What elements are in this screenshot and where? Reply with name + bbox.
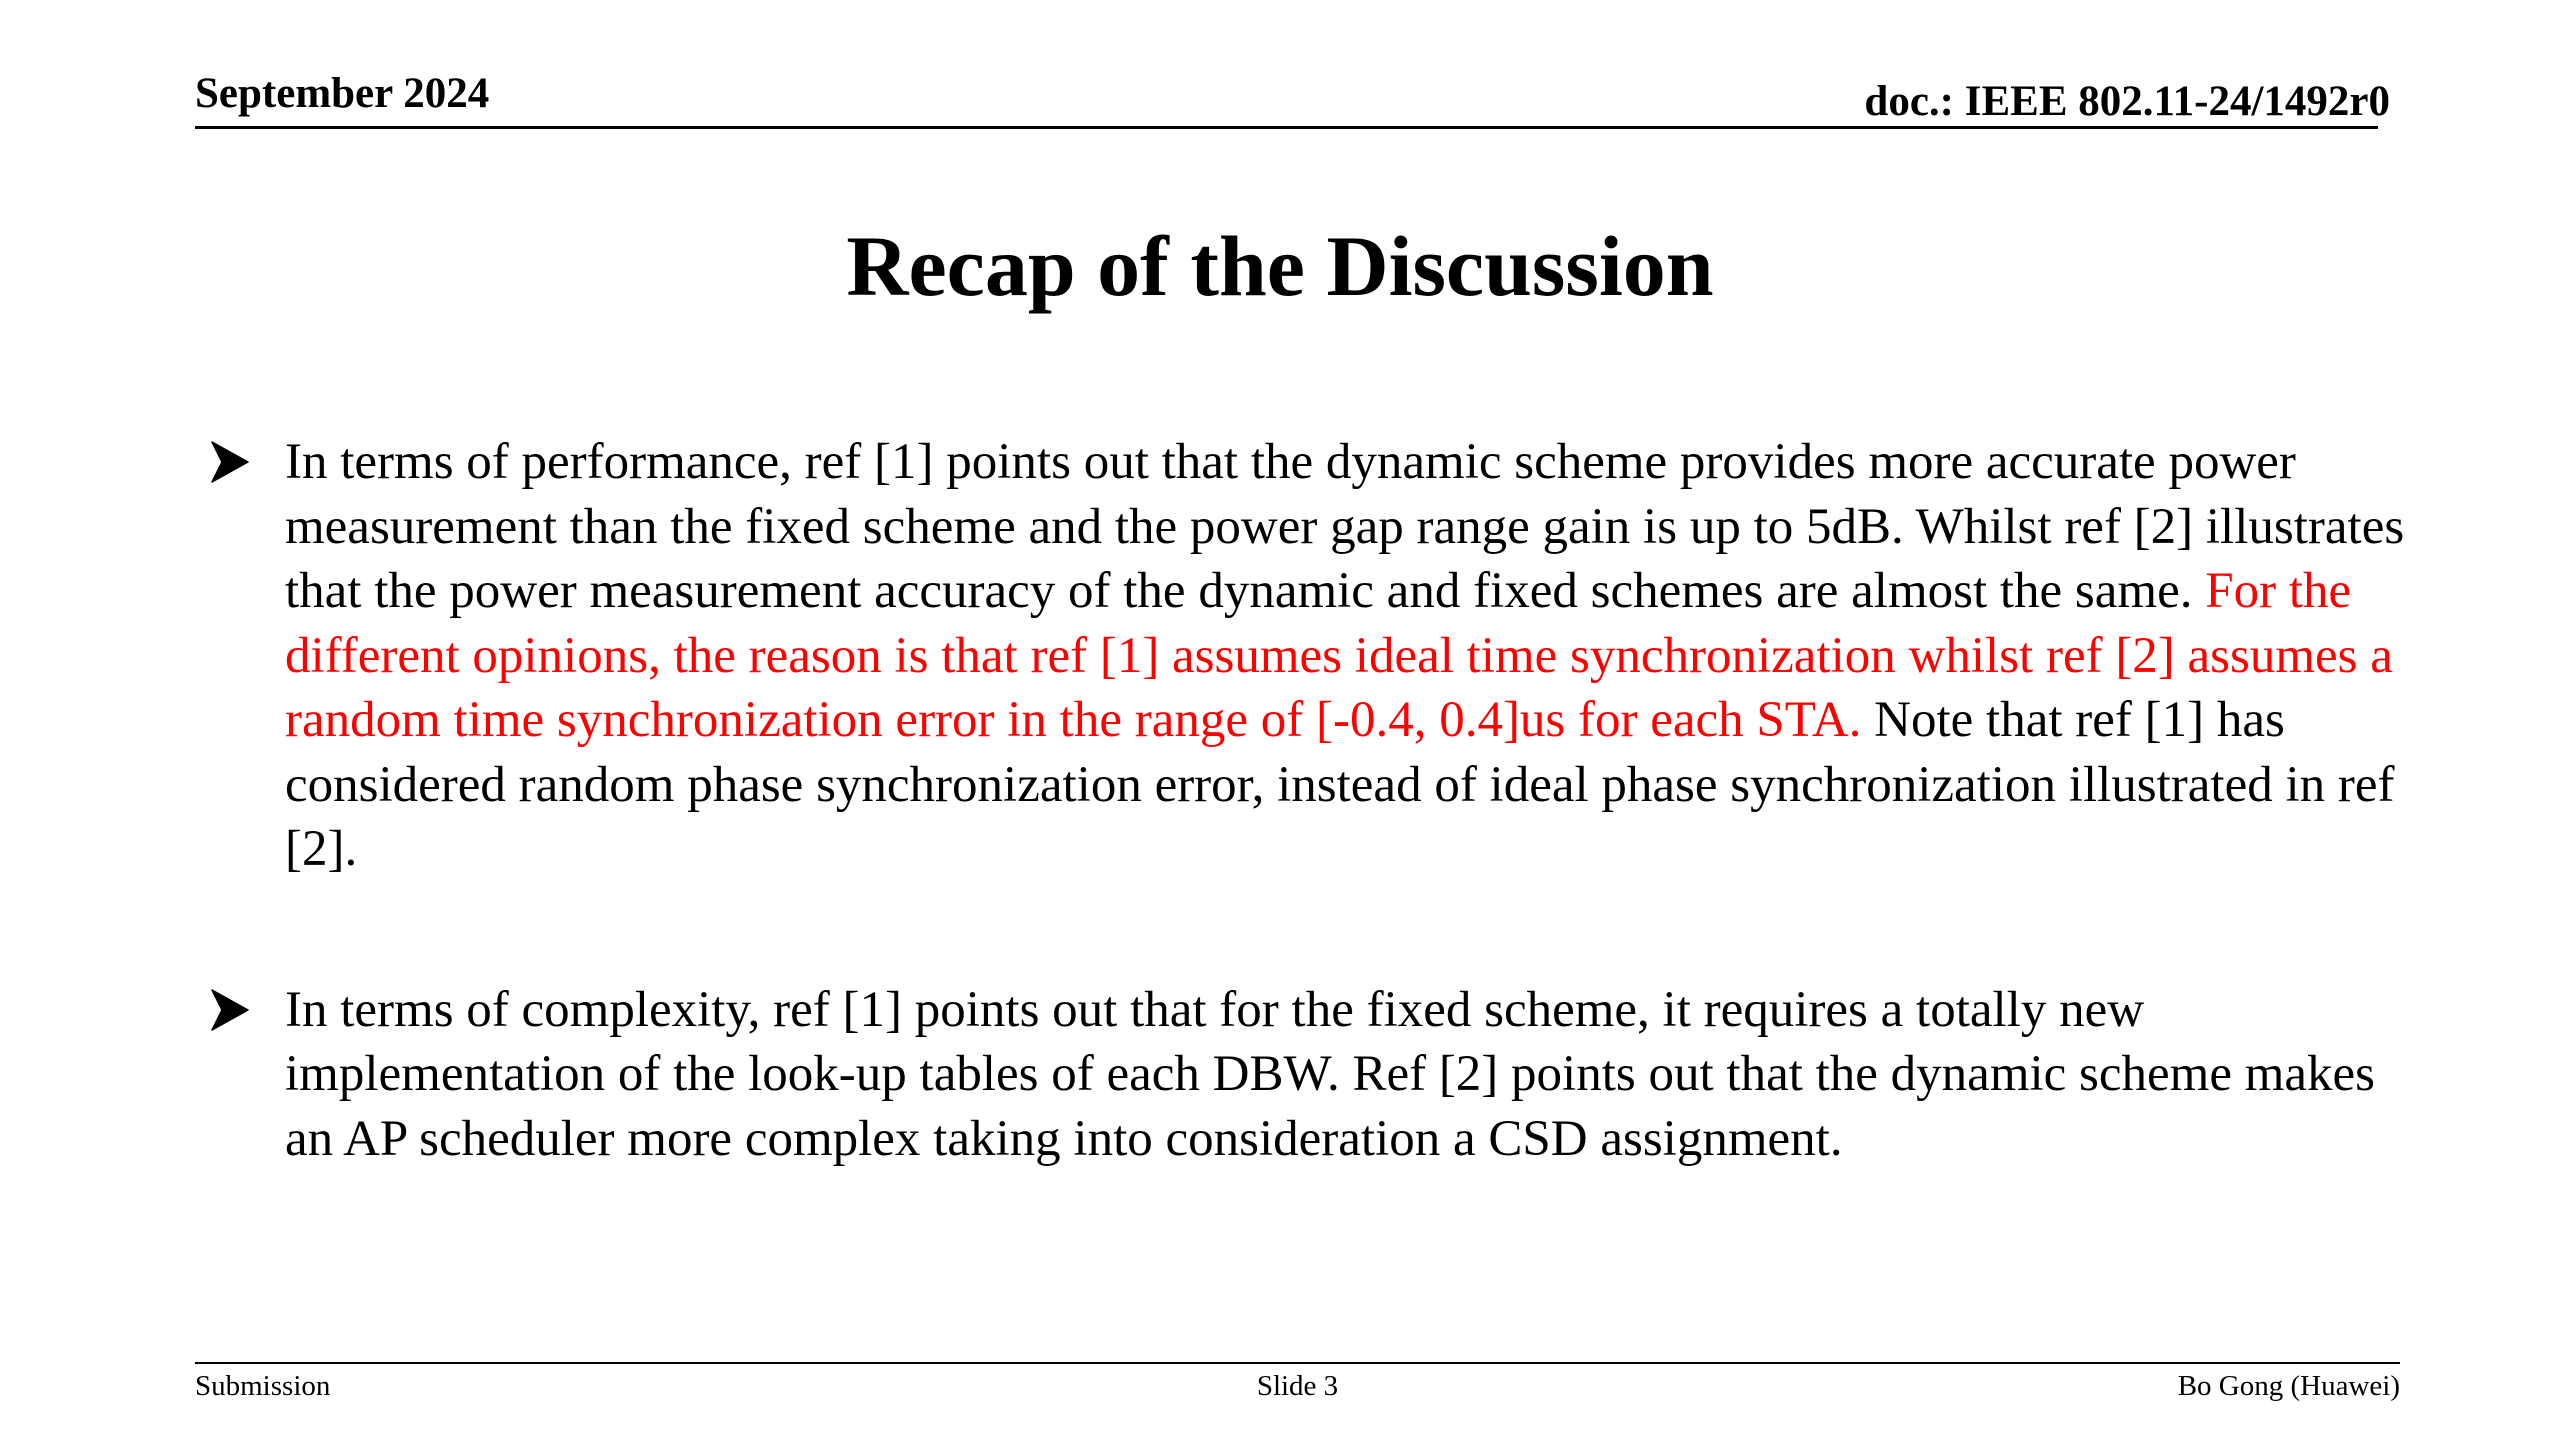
footer-submission: Submission: [195, 1370, 331, 1402]
bullet-text-segment: In terms of performance, ref [1] points out that the dynamic scheme provides more accurate power measurement than the fixed scheme and the power gap range gain is up to 5dB. Whilst ref [2] illustrates that the power measurement accuracy of the dynamic and fixed schemes are almost the same.: [285, 434, 2405, 619]
header-doc-id: doc.: IEEE 802.11-24/1492r0: [1864, 78, 2390, 125]
bullet-list: [210, 430, 2410, 1171]
header-divider: [195, 126, 2378, 129]
bullet-text-segment-highlight: For the different opinions, the reason is that ref [1] assumes ideal time synchronization whilst ref [2] assumes a random time synchronization error in the range of [-0.4, 0.4]us for each STA.: [285, 563, 2393, 748]
slide-title: Recap of the Discussion: [846, 218, 1714, 314]
footer-divider: [195, 1362, 2400, 1364]
header-date: September 2024: [195, 70, 490, 117]
bullet-item: [210, 430, 2410, 882]
bullet-item: [210, 978, 2410, 1172]
footer-author: Bo Gong (Huawei): [2177, 1370, 2400, 1402]
bullet-text-segment: In terms of complexity, ref [1] points out that for the fixed scheme, it requires a totally new implementation of the look-up tables of each DBW. Ref [2] points out that the dynamic scheme makes an AP scheduler more complex taking into consideration a CSD assignment.: [285, 981, 2376, 1167]
arrow-bullet-icon: [210, 440, 250, 484]
bullet-text-segment: Note that ref [1] has considered random phase synchronization error, instead of ideal phase synchronization illustrated in ref [2].: [285, 692, 2395, 877]
footer-slide-number: Slide 3: [1256, 1370, 1339, 1402]
arrow-bullet-icon: [210, 988, 250, 1032]
